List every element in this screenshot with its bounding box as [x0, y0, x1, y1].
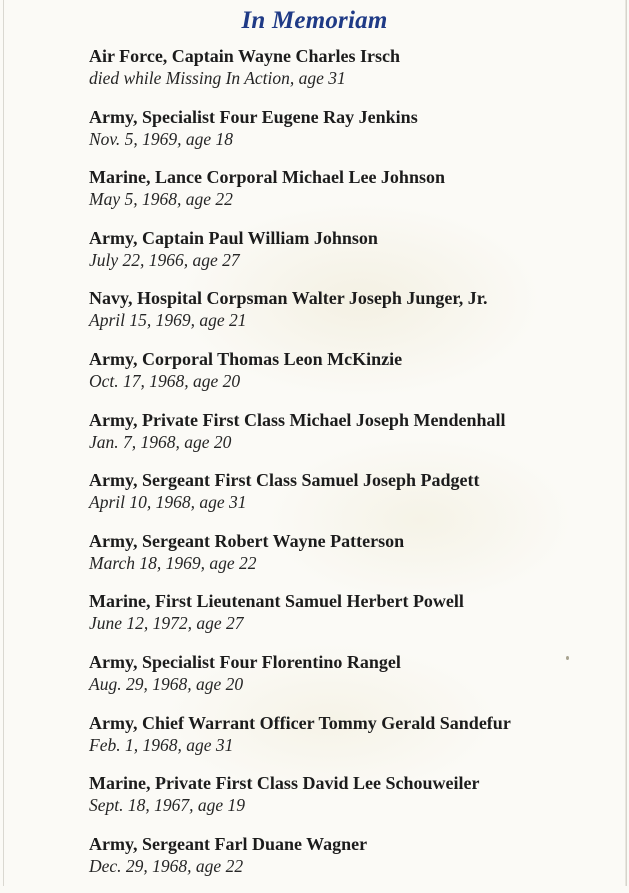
memorial-entry	[89, 409, 619, 470]
entry-name: Marine, Lance Corporal Michael Lee Johnson	[89, 167, 445, 188]
entry-detail: June 12, 1972, age 27	[89, 613, 244, 634]
entry-detail: Jan. 7, 1968, age 20	[89, 431, 232, 452]
entry-name: Army, Private First Class Michael Joseph Mendenhall	[89, 409, 506, 430]
memorial-entry	[89, 590, 619, 651]
page-edge-left	[3, 0, 4, 886]
entry-detail: Aug. 29, 1968, age 20	[89, 673, 244, 694]
memorial-entry	[89, 348, 619, 409]
entry-name: Army, Captain Paul William Johnson	[89, 227, 378, 248]
entry-detail: Sept. 18, 1967, age 19	[89, 795, 246, 816]
entry-detail: Oct. 17, 1968, age 20	[89, 370, 241, 391]
entry-name: Army, Sergeant Robert Wayne Patterson	[89, 530, 405, 551]
entry-name: Army, Sergeant Farl Duane Wagner	[89, 833, 368, 854]
entry-name: Army, Corporal Thomas Leon McKinzie	[89, 348, 403, 369]
entry-name: Army, Specialist Four Florentino Rangel	[89, 651, 401, 672]
entry-name: Army, Specialist Four Eugene Ray Jenkins	[89, 106, 418, 127]
entry-detail: died while Missing In Action, age 31	[89, 68, 346, 88]
memorial-entry	[89, 530, 619, 591]
entry-detail: Feb. 1, 1968, age 31	[89, 734, 234, 755]
memorial-entry	[89, 166, 619, 227]
entry-detail: April 10, 1968, age 31	[89, 492, 247, 513]
memorial-entry	[89, 651, 619, 712]
memorial-entry	[89, 227, 619, 288]
entry-detail: Nov. 5, 1969, age 18	[89, 128, 234, 149]
memorial-entry	[89, 106, 619, 167]
entry-name: Army, Sergeant First Class Samuel Joseph Padgett	[89, 470, 480, 491]
entry-name: Marine, Private First Class David Lee Schouweiler	[89, 773, 480, 794]
entry-detail: April 15, 1969, age 21	[89, 310, 247, 331]
entry-name: Air Force, Captain Wayne Charles Irsch	[89, 46, 400, 66]
page-edge-right	[625, 0, 627, 886]
entry-detail: Dec. 29, 1968, age 22	[89, 855, 244, 876]
page-title: In Memoriam	[241, 7, 388, 34]
entry-name: Marine, First Lieutenant Samuel Herbert Powell	[89, 591, 464, 612]
entry-detail: July 22, 1966, age 27	[89, 249, 240, 270]
entry-name: Navy, Hospital Corpsman Walter Joseph Junger, Jr.	[89, 288, 488, 309]
memorial-entry	[89, 772, 619, 833]
memorial-list	[89, 45, 619, 893]
memorial-entry	[89, 712, 619, 773]
memorial-entry	[89, 287, 619, 348]
entry-name: Army, Chief Warrant Officer Tommy Gerald Sandefur	[89, 712, 511, 733]
entry-detail: May 5, 1968, age 22	[89, 189, 233, 210]
memorial-entry	[89, 469, 619, 530]
memorial-entry	[89, 45, 619, 106]
entry-detail: March 18, 1969, age 22	[89, 552, 257, 573]
memorial-entry	[89, 833, 619, 893]
